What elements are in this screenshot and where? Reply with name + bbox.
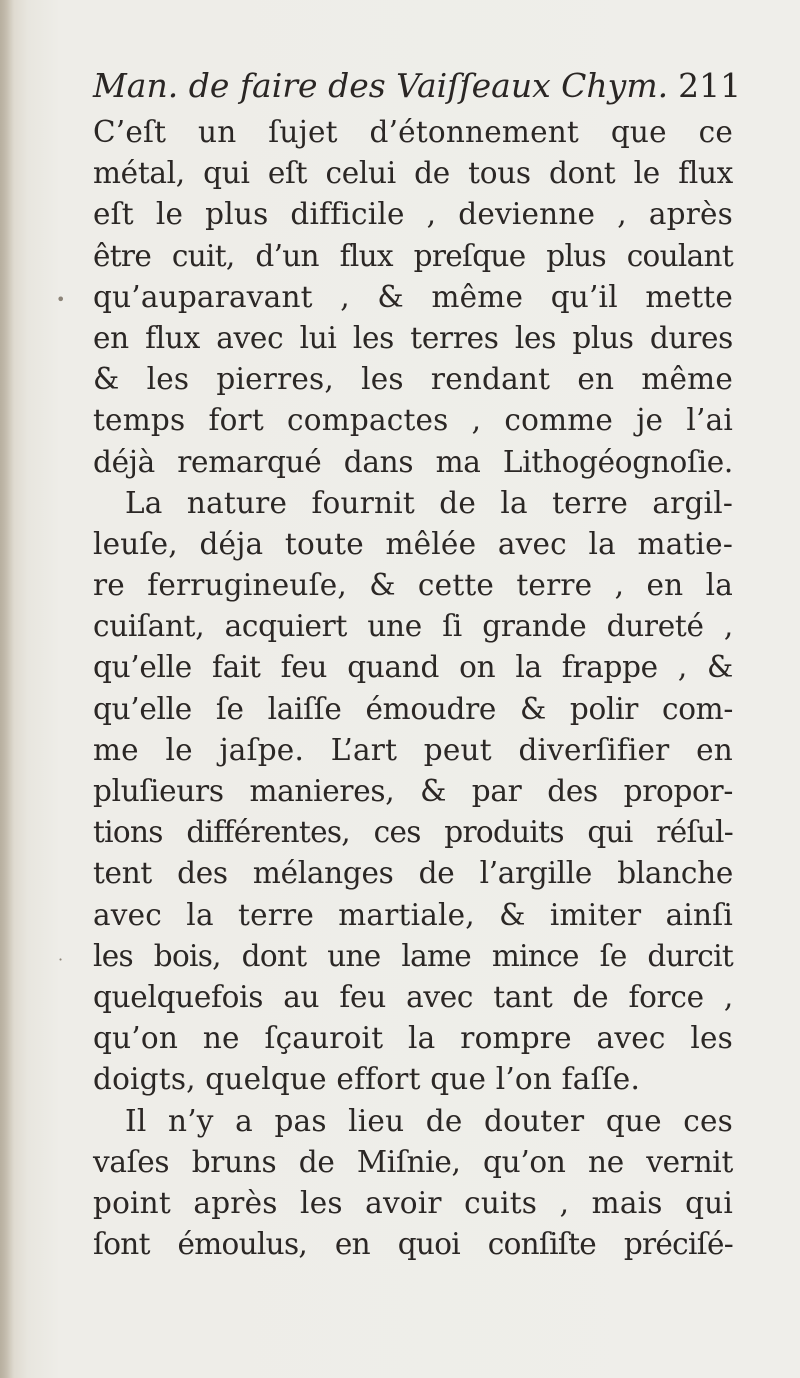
text-line: tions différentes, ces produits qui réſul-	[93, 815, 733, 850]
text-line: les bois, dont une lame mince ſe durcit	[93, 938, 733, 973]
text-line: qu’on ne ſçauroit la rompre avec les	[93, 1021, 733, 1056]
text-line: leuſe, déja toute mêlée avec la matie-	[93, 526, 733, 561]
text-line: qu’auparavant , & même qu’il mette	[93, 279, 733, 314]
text-line: vaſes bruns de Miſnie, qu’on ne vernit	[93, 1144, 733, 1179]
text-line: être cuit, d’un flux preſque plus coulant	[93, 238, 733, 273]
page-number: 211	[678, 66, 742, 105]
text-line: métal, qui eſt celui de tous dont le flux	[93, 156, 733, 191]
paper-blemish: •	[56, 290, 66, 309]
text-line: tent des mélanges de l’argille blanche	[93, 856, 733, 891]
text-line: pluſieurs manieres, & par des propor-	[93, 774, 733, 808]
text-line: en flux avec lui les terres les plus dures	[93, 320, 733, 355]
text-line: & les pierres, les rendant en même	[93, 362, 733, 397]
running-header	[93, 66, 742, 110]
text-line: me le jaſpe. L’art peut diverſifier en	[93, 732, 733, 767]
paper-blemish: ·	[58, 950, 64, 969]
paragraph-start-line: Il n’y a pas lieu de douter que ces	[125, 1103, 733, 1138]
paragraph-end-line: doigts, quelque effort que l’on faſſe.	[93, 1062, 641, 1097]
text-line: ſont émoulus, en quoi conſiſte préciſé-	[93, 1227, 733, 1262]
text-line: point après les avoir cuits , mais qui	[93, 1185, 733, 1220]
text-line: eſt le plus difficile , devienne , après	[93, 197, 733, 232]
text-line: avec la terre martiale, & imiter ainſi	[93, 897, 733, 932]
running-title: Man. de faire des Vaiſſeaux Chym.	[93, 66, 669, 105]
text-line: re ferrugineuſe, & cette terre , en la	[93, 568, 733, 603]
text-line: C’eſt un ſujet d’étonnement que ce	[93, 115, 733, 149]
body-text	[93, 112, 733, 1265]
text-line: qu’elle ſe laiſſe émoudre & polir com-	[93, 691, 733, 726]
text-line: déjà remarqué dans ma Lithogéognoſie.	[93, 444, 733, 479]
text-line: quelquefois au feu avec tant de force ,	[93, 979, 733, 1014]
binding-gutter-shadow	[0, 0, 14, 1378]
text-line: cuiſant, acquiert une ſi grande dureté ,	[93, 609, 733, 644]
text-line: temps fort compactes , comme je l’ai	[93, 403, 733, 438]
text-line: qu’elle fait feu quand on la frappe , &	[93, 650, 733, 685]
paragraph-start-line: La nature fournit de la terre argil-	[125, 485, 733, 520]
